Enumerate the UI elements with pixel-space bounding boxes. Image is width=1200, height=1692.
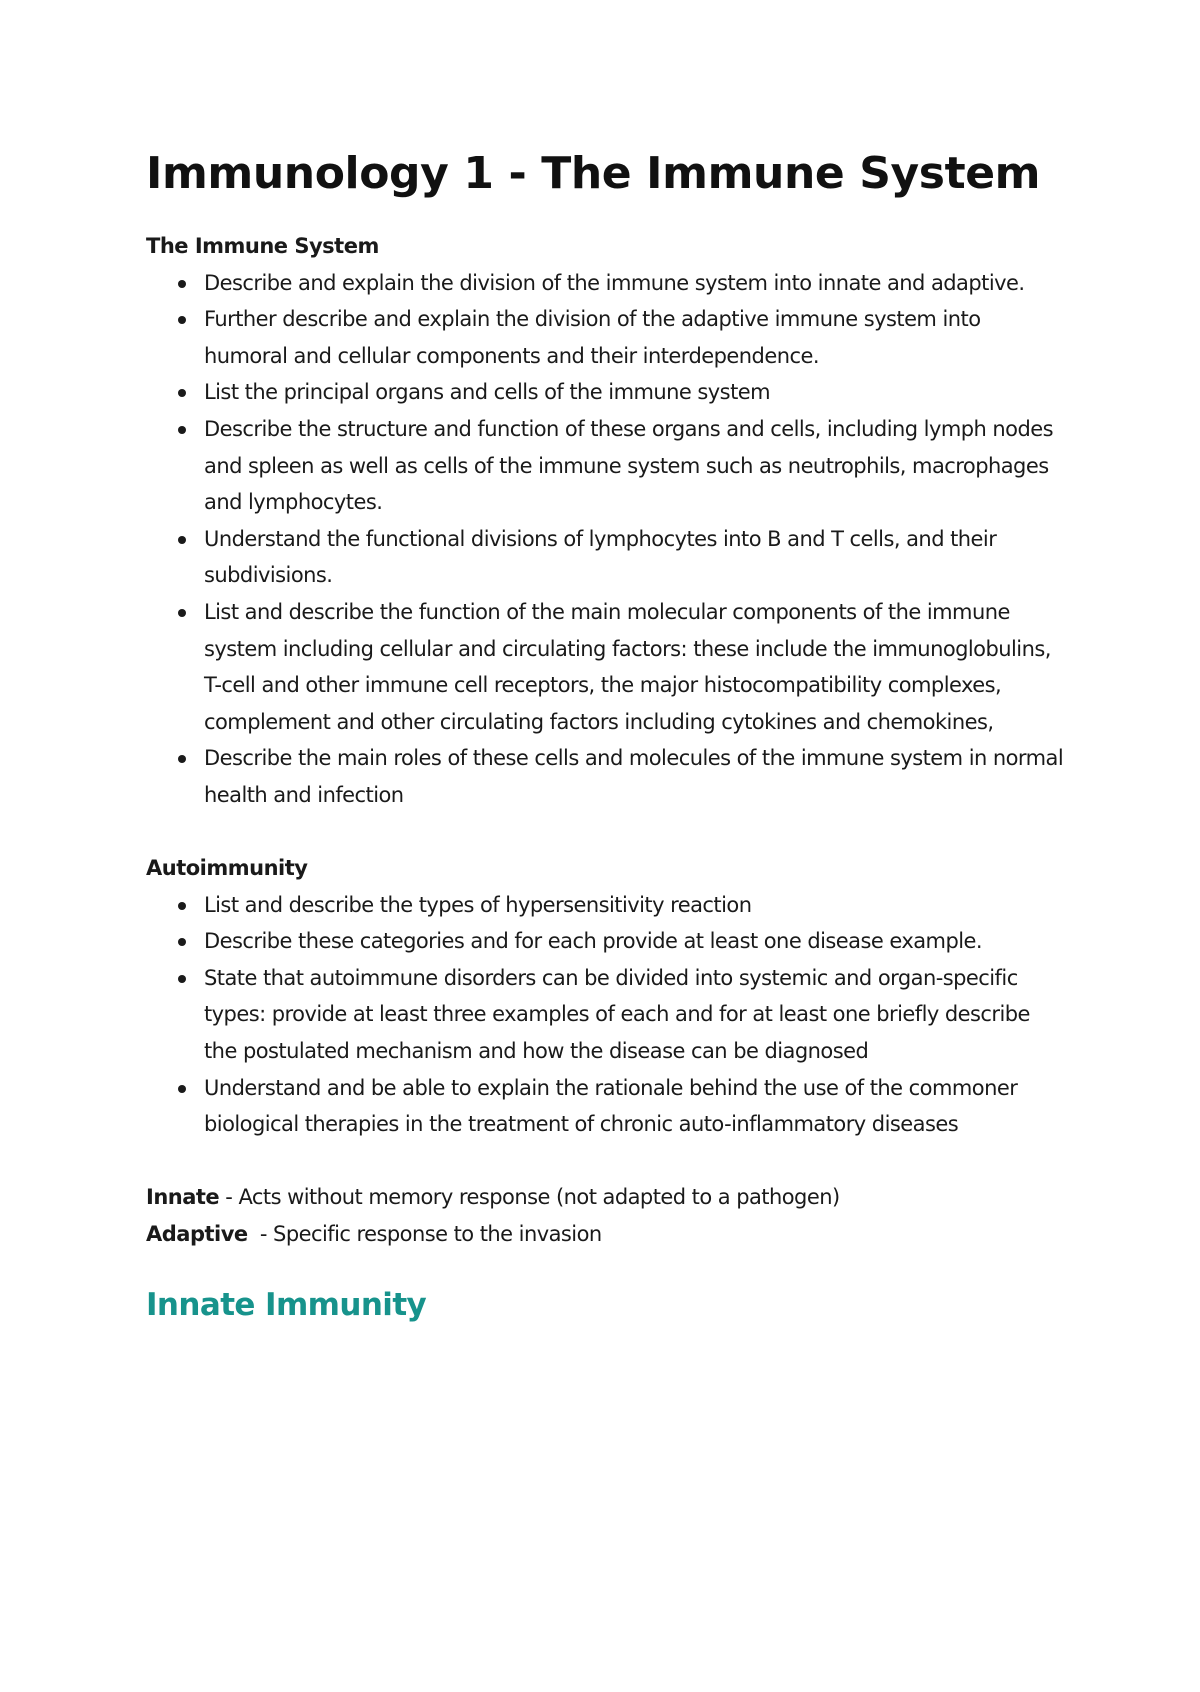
list-item: Describe the main roles of these cells and molecules of the immune system in normal health and infection [146,740,1066,813]
list-item: List and describe the types of hypersensitivity reaction [146,887,1066,924]
list-item: Describe the structure and function of these organs and cells, including lymph nodes and spleen as well as cells of the immune system such as neutrophils, macrophages and lymphocytes. [146,411,1066,521]
objectives-list [146,887,1066,1143]
section-heading: Autoimmunity [146,856,308,881]
section-autoimmunity [146,850,1066,1143]
innate-immunity-heading: Innate Immunity [146,1286,427,1323]
definition-term: Innate [146,1185,220,1210]
definition-text: - Specific response to the invasion [247,1222,602,1247]
list-item: List the principal organs and cells of the immune system [146,374,1066,411]
list-item: Understand and be able to explain the rationale behind the use of the commoner biological therapies in the treatment of chronic auto-inflammatory diseases [146,1070,1066,1143]
list-item: Describe these categories and for each provide at least one disease example. [146,923,1066,960]
definition-innate [146,1179,1066,1216]
definition-adaptive [146,1216,1066,1253]
list-item: List and describe the function of the main molecular components of the immune system including cellular and circulating factors: these include the immunoglobulins, T-cell and other immune cell receptors, the major histocompatibility complexes, complement and other circulating factors including cytokines and chemokines, [146,594,1066,740]
objectives-list [146,265,1066,814]
list-item: Describe and explain the division of the immune system into innate and adaptive. [146,265,1066,302]
section-immune-system [146,228,1066,814]
section-heading: The Immune System [146,234,379,258]
definitions [146,1179,1066,1252]
document-page [146,140,1066,1329]
definition-text: - Acts without memory response (not adapted to a pathogen) [219,1185,840,1210]
list-item: State that autoimmune disorders can be divided into systemic and organ-specific types: provide at least three examples of each and for at least one briefly describe the postulated mechanism and how the disease can be diagnosed [146,960,1066,1070]
list-item: Further describe and explain the division of the adaptive immune system into humoral and cellular components and their interdependence. [146,301,1066,374]
definition-term: Adaptive [146,1222,248,1247]
list-item: Understand the functional divisions of lymphocytes into B and T cells, and their subdivisions. [146,521,1066,594]
document-title: Immunology 1 - The Immune System [146,148,1041,199]
